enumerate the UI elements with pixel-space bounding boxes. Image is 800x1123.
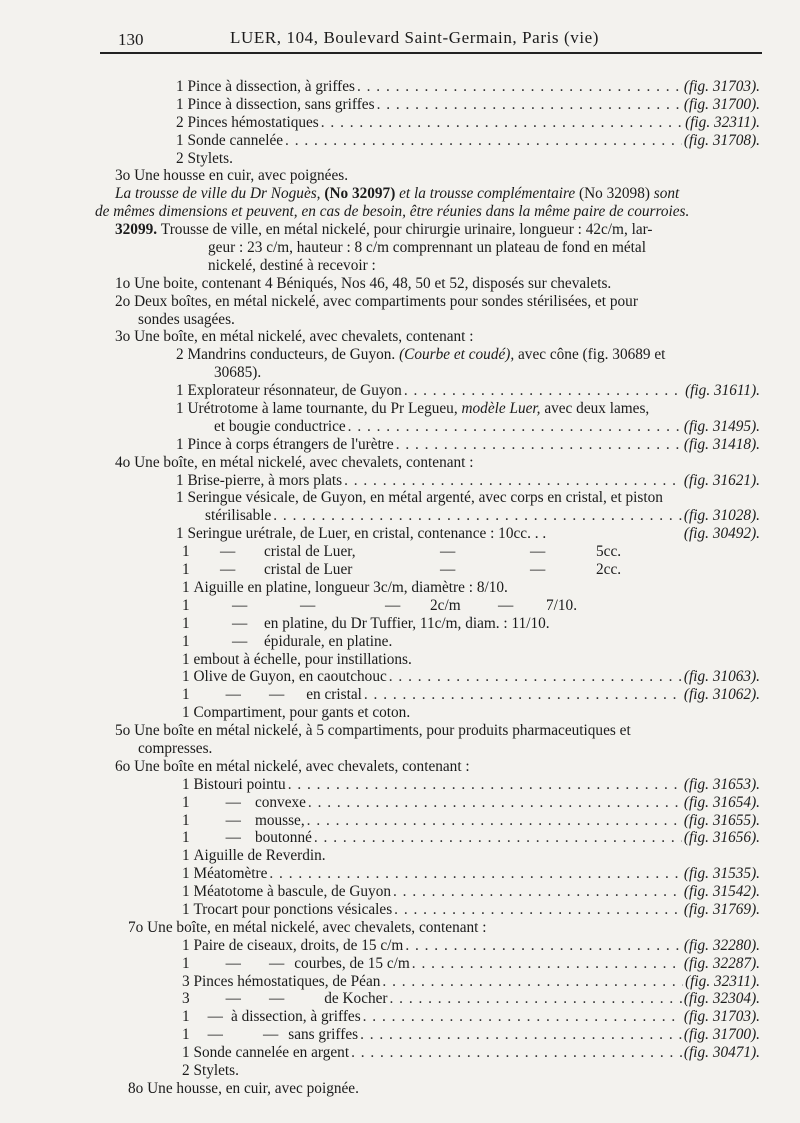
list-item: 1 — convexe . . . (fig. 31654). bbox=[0, 794, 800, 812]
list-item: 1 — — en cristal . . . (fig. 31062). bbox=[0, 686, 800, 704]
document-body bbox=[0, 78, 800, 1098]
section-item: 6o Une boîte en métal nickelé, avec chevalets, contenant : bbox=[115, 757, 470, 775]
section-item: 3o Une boîte, en métal nickelé, avec chevalets, contenant : bbox=[115, 328, 474, 346]
list-item: 1 Pince à corps étrangers de l'urètre . . . (fig. 31418). bbox=[0, 436, 800, 454]
list-item: 1 Méatomètre . . . (fig. 31535). bbox=[0, 865, 800, 883]
section-item: sondes usagées. bbox=[138, 310, 235, 328]
section-item: 4o Une boîte, en métal nickelé, avec chevalets, contenant : bbox=[115, 453, 474, 471]
list-item: 1 Seringue vésicale, de Guyon, en métal argenté, avec corps en cristal, et piston bbox=[176, 489, 663, 507]
list-item: 1 Sonde cannelée . . . (fig. 31708). bbox=[0, 132, 800, 150]
page-number: 130 bbox=[118, 30, 144, 49]
list-item: 1 — boutonné . . . (fig. 31656). bbox=[0, 829, 800, 847]
list-item: et bougie conductrice . . . (fig. 31495). bbox=[0, 418, 800, 436]
list-item: stérilisable . . . (fig. 31028). bbox=[0, 507, 800, 525]
note-line: de mêmes dimensions et peuvent, en cas de besoin, être réunies dans la même paire de courroies. bbox=[95, 203, 690, 221]
section-item: 7o Une boîte, en métal nickelé, avec chevalets, contenant : bbox=[128, 918, 487, 936]
section-item: 1o Une boite, contenant 4 Béniqués, Nos 46, 48, 50 et 52, disposés sur chevalets. bbox=[115, 274, 612, 292]
list-item: 1 — cristal de Luer — — 2cc. bbox=[182, 561, 622, 579]
running-title: LUER, 104, Boulevard Saint-Germain, Paris (vie) bbox=[230, 28, 600, 47]
list-item: 1 Pince à dissection, à griffes . . . (fig. 31703). bbox=[0, 78, 800, 96]
list-item: 1 — mousse, . . . (fig. 31655). bbox=[0, 812, 800, 830]
list-item: 1 Aiguille en platine, longueur 3c/m, diamètre : 8/10. bbox=[182, 578, 508, 596]
catalog-entry-32099: nickelé, destiné à recevoir : bbox=[208, 256, 376, 274]
list-item: 1 Urétrotome à lame tournante, du Pr Legueu, modèle Luer, avec deux lames, bbox=[176, 400, 650, 418]
section-item: 5o Une boîte en métal nickelé, à 5 compartiments, pour produits pharmaceutiques et bbox=[115, 722, 631, 740]
page-header bbox=[100, 22, 760, 54]
list-item: 1 Bistouri pointu . . . (fig. 31653). bbox=[0, 776, 800, 794]
list-item: 1 — — courbes, de 15 c/m . . . (fig. 32287). bbox=[0, 955, 800, 973]
list-item: 3 — — de Kocher . . . (fig. 32304). bbox=[0, 990, 800, 1008]
list-item: 1 Trocart pour ponctions vésicales . . . (fig. 31769). bbox=[0, 901, 800, 919]
section-item: 2o Deux boîtes, en métal nickelé, avec compartiments pour sondes stérilisées, et pour bbox=[115, 292, 638, 310]
list-item: 1 Aiguille de Reverdin. bbox=[182, 847, 326, 865]
section-item: 8o Une housse, en cuir, avec poignée. bbox=[128, 1079, 359, 1097]
list-item: 30685). bbox=[214, 364, 262, 382]
list-item: 1 — — — 2c/m — 7/10. bbox=[182, 596, 578, 614]
list-item: 1 Seringue urétrale, de Luer, en cristal, contenance : 10cc. . . (fig. 30492). bbox=[176, 525, 760, 543]
list-item: 1 — cristal de Luer, — — 5cc. bbox=[182, 543, 622, 561]
list-item: 1 embout à échelle, pour instillations. bbox=[182, 650, 412, 668]
list-item: 2 Stylets. bbox=[182, 1061, 239, 1079]
list-item: 1 Paire de ciseaux, droits, de 15 c/m . . . (fig. 32280). bbox=[0, 937, 800, 955]
list-item: 1 — — sans griffes . . . (fig. 31700). bbox=[0, 1026, 800, 1044]
list-item: 1 Sonde cannelée en argent . . . (fig. 30471). bbox=[0, 1044, 800, 1062]
list-item: 1 — épidurale, en platine. bbox=[182, 632, 393, 650]
list-item: 1 Pince à dissection, sans griffes . . . (fig. 31700). bbox=[0, 96, 800, 114]
section-item: 3o Une housse en cuir, avec poignées. bbox=[115, 167, 349, 185]
list-item: 1 — en platine, du Dr Tuffier, 11c/m, diam. : 11/10. bbox=[182, 614, 550, 632]
list-item: 1 Compartiment, pour gants et coton. bbox=[182, 704, 411, 722]
list-item: 2 Stylets. bbox=[176, 149, 233, 167]
list-item: 2 Pinces hémostatiques . . . (fig. 32311). bbox=[0, 114, 800, 132]
list-item: 2 Mandrins conducteurs, de Guyon. (Courbe et coudé), avec cône (fig. 30689 et bbox=[176, 346, 666, 364]
list-item: 1 Brise-pierre, à mors plats . . . (fig. 31621). bbox=[0, 472, 800, 490]
list-item: 1 Explorateur résonnateur, de Guyon . . . (fig. 31611). bbox=[0, 382, 800, 400]
section-item: compresses. bbox=[138, 739, 213, 757]
header-rule bbox=[100, 52, 762, 54]
list-item: 1 Olive de Guyon, en caoutchouc . . . (fig. 31063). bbox=[0, 668, 800, 686]
note-line: La trousse de ville du Dr Noguès, (No 32097) et la trousse complémentaire (No 32098) sont bbox=[115, 185, 680, 203]
list-item: 1 — à dissection, à griffes . . . (fig. 31703). bbox=[0, 1008, 800, 1026]
catalog-entry-32099: 32099. Trousse de ville, en métal nickelé, pour chirurgie urinaire, longueur : 42c/m, lar- bbox=[115, 221, 653, 239]
list-item: 3 Pinces hémostatiques, de Péan . . . (fig. 32311). bbox=[0, 973, 800, 991]
list-item: 1 Méatotome à bascule, de Guyon . . . (fig. 31542). bbox=[0, 883, 800, 901]
catalog-entry-32099: geur : 23 c/m, hauteur : 8 c/m comprennant un plateau de fond en métal bbox=[208, 239, 646, 257]
